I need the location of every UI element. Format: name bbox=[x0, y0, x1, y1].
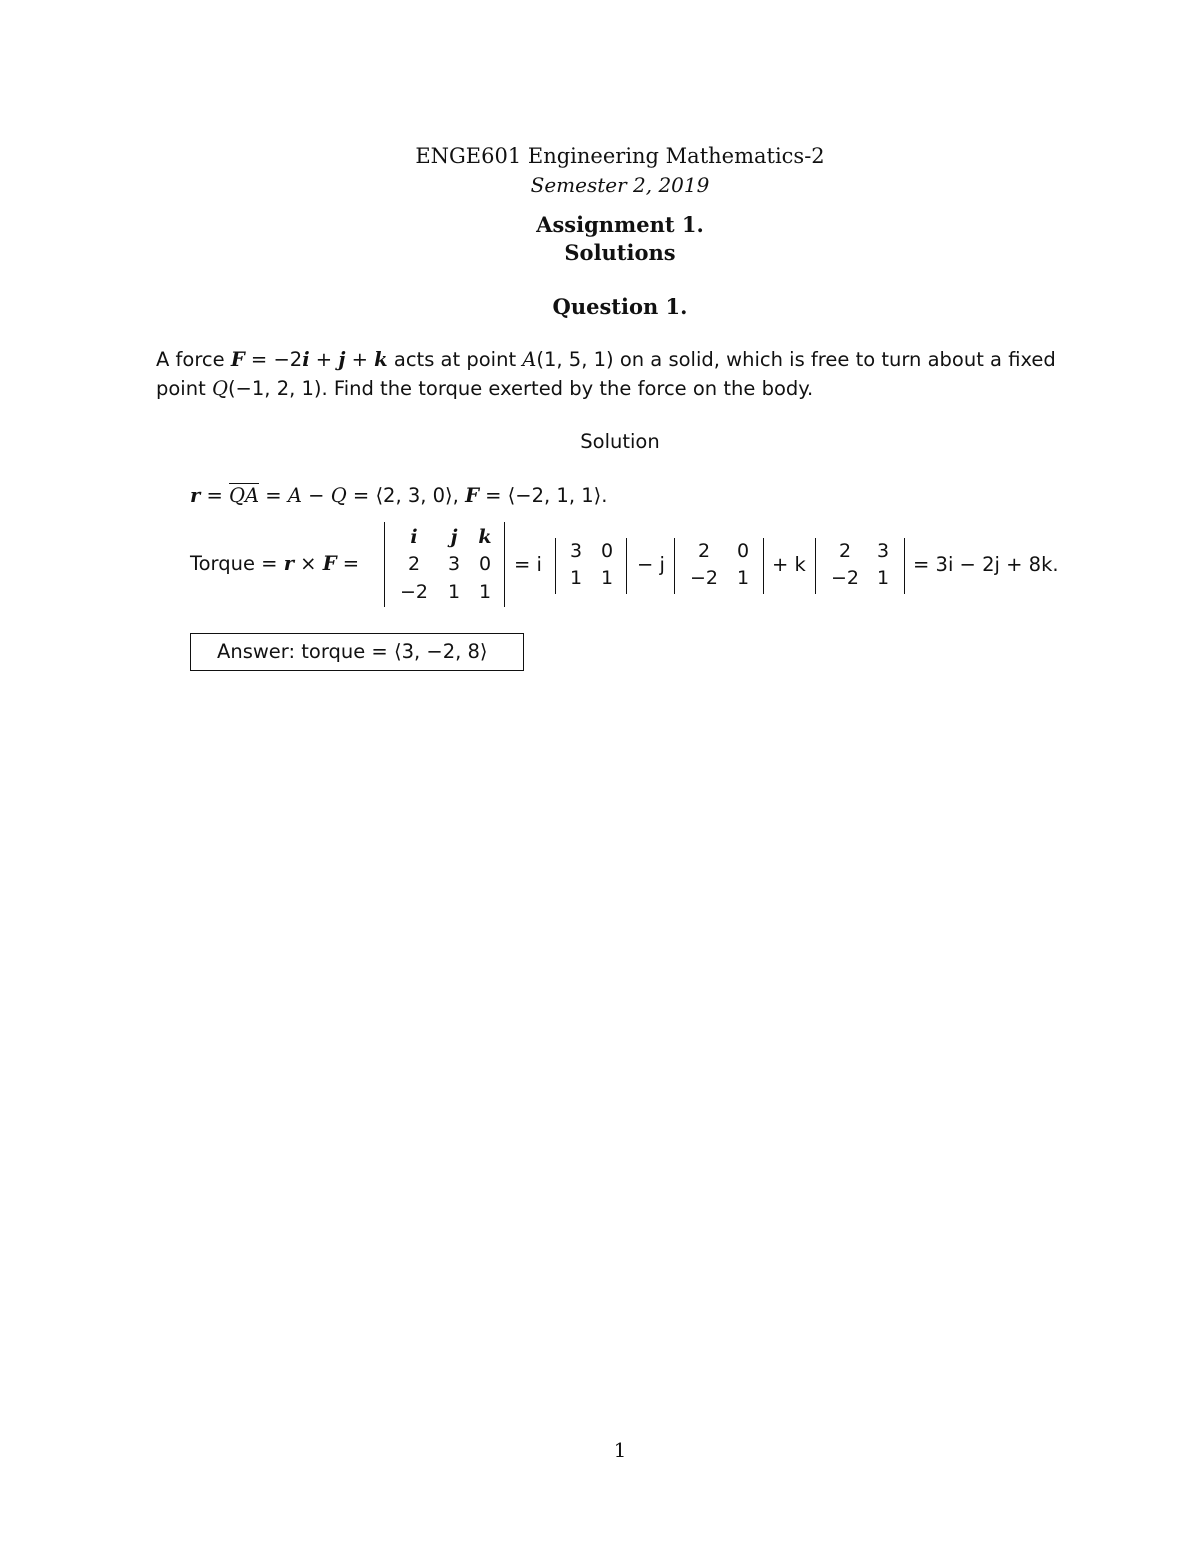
solutions-heading: Solutions bbox=[564, 240, 676, 265]
math-symbol: j bbox=[338, 348, 346, 371]
math-symbol: r bbox=[283, 552, 294, 575]
equation-text: − j bbox=[637, 553, 665, 576]
math-symbol: QA bbox=[229, 484, 260, 507]
math-symbol: k bbox=[374, 348, 388, 371]
question-text: = −2 bbox=[244, 348, 303, 371]
question-text-line-2 bbox=[156, 377, 813, 400]
question-text: acts at point bbox=[387, 348, 523, 371]
equation-text: = ⟨2, 3, 0⟩, bbox=[346, 484, 466, 507]
question-text: + bbox=[309, 348, 339, 371]
determinant-cell: 1 bbox=[876, 567, 890, 589]
equation-text: = i bbox=[514, 553, 542, 576]
page-number: 1 bbox=[613, 1438, 627, 1462]
determinant-cell: 3 bbox=[447, 553, 461, 575]
determinant-cell: 0 bbox=[600, 540, 614, 562]
determinant-cell: j bbox=[450, 526, 458, 548]
determinant-cell: −2 bbox=[399, 581, 428, 603]
equation-text: × bbox=[293, 552, 323, 575]
determinant-cell: −2 bbox=[689, 567, 718, 589]
solution-label: Solution bbox=[580, 430, 660, 453]
determinant-cell: 1 bbox=[600, 567, 614, 589]
determinant-cell: 3 bbox=[569, 540, 583, 562]
expansion-operator bbox=[514, 553, 542, 576]
question-text: point bbox=[156, 377, 212, 400]
equation-text: = bbox=[336, 552, 360, 575]
question-text: + bbox=[345, 348, 375, 371]
position-vector-equation bbox=[190, 484, 607, 507]
equation-text: = ⟨−2, 1, 1⟩. bbox=[478, 484, 608, 507]
math-symbol: F bbox=[230, 348, 245, 371]
semester-subtitle: Semester 2, 2019 bbox=[530, 173, 710, 197]
assignment-title: Assignment 1. bbox=[536, 212, 704, 237]
expansion-operator bbox=[637, 553, 665, 576]
determinant-cell: 1 bbox=[569, 567, 583, 589]
determinant-cell: 3 bbox=[876, 540, 890, 562]
math-symbol: Q bbox=[211, 377, 228, 400]
math-symbol: F bbox=[465, 484, 479, 507]
determinant-cell: 1 bbox=[447, 581, 461, 603]
determinant-cell: k bbox=[478, 526, 492, 548]
equation-text: = 3i − 2j + 8k. bbox=[913, 553, 1059, 576]
math-symbol: F bbox=[322, 552, 337, 575]
course-title: ENGE601 Engineering Mathematics-2 bbox=[415, 144, 825, 168]
torque-result bbox=[913, 553, 1059, 576]
math-symbol: Q bbox=[330, 484, 347, 507]
question-text-line-1 bbox=[156, 348, 1056, 371]
determinant-cell: 0 bbox=[478, 553, 492, 575]
question-text: (1, 5, 1) on a solid, which is free to turn about a fixed bbox=[536, 348, 1056, 371]
equation-text: + k bbox=[772, 553, 806, 576]
answer-text: Answer: torque = ⟨3, −2, 8⟩ bbox=[217, 640, 488, 663]
equation-text: − bbox=[301, 484, 331, 507]
question-text: A force bbox=[156, 348, 231, 371]
math-symbol: A bbox=[287, 484, 302, 507]
torque-equation-label bbox=[190, 552, 359, 575]
equation-text: = bbox=[259, 484, 288, 507]
equation-text: Torque = bbox=[190, 552, 284, 575]
determinant-cell: −2 bbox=[830, 567, 859, 589]
math-symbol: A bbox=[522, 348, 537, 371]
math-symbol: i bbox=[302, 348, 310, 371]
determinant-cell: 1 bbox=[478, 581, 492, 603]
determinant-cell: i bbox=[410, 526, 418, 548]
determinant-cell: 2 bbox=[838, 540, 852, 562]
expansion-operator bbox=[772, 553, 806, 576]
determinant-cell: 2 bbox=[697, 540, 711, 562]
question-text: (−1, 2, 1). Find the torque exerted by the force on the body. bbox=[227, 377, 814, 400]
math-symbol: r bbox=[190, 484, 201, 507]
determinant-cell: 1 bbox=[736, 567, 750, 589]
equation-text: = bbox=[200, 484, 230, 507]
determinant-cell: 0 bbox=[736, 540, 750, 562]
question-heading: Question 1. bbox=[552, 294, 688, 319]
determinant-cell: 2 bbox=[407, 553, 421, 575]
